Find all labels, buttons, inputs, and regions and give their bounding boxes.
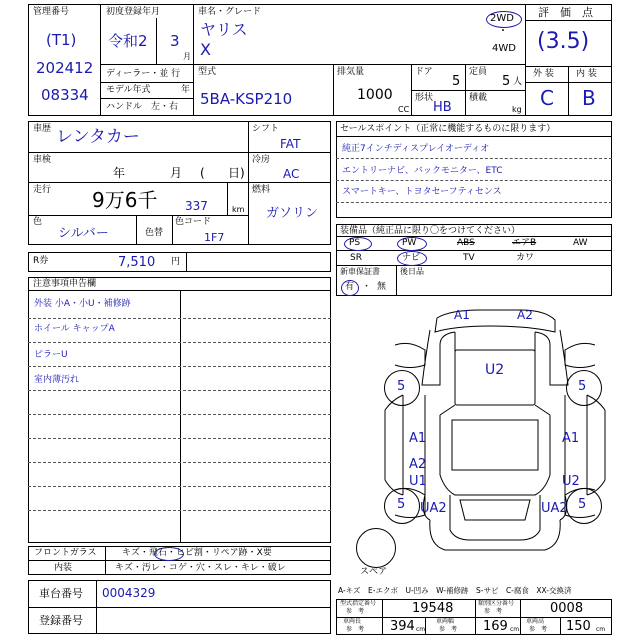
note-row-line (28, 438, 331, 439)
class-label: 類別区分番号 (478, 600, 515, 607)
mileage-small: 337 (185, 199, 208, 213)
divider (336, 136, 612, 137)
note-row-line (28, 318, 331, 319)
height-value: 150 (566, 619, 591, 634)
divider (248, 121, 249, 245)
notes-title: 注意事項申告欄 (33, 279, 97, 289)
shift-label: シフト (252, 124, 280, 134)
divider (28, 152, 331, 153)
wheel-rr-score: 5 (578, 497, 587, 512)
divider (172, 215, 173, 245)
divider (475, 599, 476, 635)
carname-label: 車名・グレード (198, 7, 262, 17)
divider (568, 66, 569, 116)
interior-text: キズ・汚レ・コゲ・穴・スレ・キレ・破レ (115, 563, 286, 573)
divider (520, 599, 521, 635)
len-unit: cm (416, 626, 426, 633)
type-cert-sub: 参 考 (346, 608, 365, 615)
height-label: 車両高 (526, 618, 545, 625)
divider (336, 250, 612, 251)
exterior-label: 外 装 (533, 69, 554, 79)
interior-label: 内 装 (576, 69, 597, 79)
color-label: 色 (33, 217, 43, 227)
divider (105, 546, 106, 575)
divider (382, 599, 383, 635)
chassis-value: 0004329 (102, 586, 156, 600)
km-unit: km (232, 205, 245, 214)
shaken-year: 年 (113, 166, 126, 180)
divider (333, 64, 334, 116)
selling-point-2: エントリーナビ、バックモニター、ETC (342, 166, 503, 176)
capacity-unit: 人 (513, 77, 523, 87)
wheel-fl-score: 5 (397, 379, 406, 394)
door-value: 5 (452, 74, 461, 89)
capacity-label: 定員 (469, 67, 488, 77)
divider (396, 265, 397, 296)
aircon-label: 冷房 (252, 155, 271, 165)
shaken-label: 車検 (33, 155, 52, 165)
width-value: 169 (483, 619, 508, 634)
handle-label: ハンドル 左・右 (106, 102, 179, 112)
grade-value: X (200, 40, 211, 59)
divider (100, 64, 525, 65)
grade-score: (3.5) (537, 29, 590, 54)
len-value: 394 (390, 619, 415, 634)
first-reg-era: 令和2 (108, 32, 148, 50)
equip-airbag: エアB (512, 238, 537, 248)
exterior-score: C (540, 86, 554, 110)
color-change-label: 色替 (145, 228, 164, 238)
shape-label: 形状 (415, 93, 434, 103)
len-label: 車両長 (343, 618, 362, 625)
history-value: レンタカー (56, 127, 140, 147)
interior-score: B (582, 86, 596, 110)
kg-unit: kg (512, 105, 522, 114)
divider (100, 82, 193, 83)
width-unit: cm (510, 626, 520, 633)
note-line-4: 室内薄汚れ (34, 375, 80, 385)
carname-value: ヤリス (200, 20, 248, 39)
equip-ps: PS (349, 238, 361, 248)
damage-a1-front-left: A1 (454, 308, 470, 322)
type-cert-value: 19548 (412, 601, 454, 616)
divider (336, 158, 612, 159)
note-row-line (28, 390, 331, 391)
spare-label: スペア (360, 567, 388, 577)
equip-leather: カワ (516, 253, 535, 263)
mileage-label: 走行 (33, 185, 52, 195)
note-row-line (28, 486, 331, 487)
note-line-3: ピラーU (34, 350, 68, 360)
damage-a1-left: A1 (409, 431, 427, 446)
recycle-label: R券 (33, 256, 49, 266)
type-cert-label: 型式指定番号 (340, 600, 377, 607)
drive-2wd: 2WD (490, 13, 514, 24)
interior-label: 内装 (54, 563, 73, 573)
note-row-line (28, 366, 331, 367)
class-sub: 参 考 (484, 608, 503, 615)
divider (186, 252, 187, 272)
damage-a1-right: A1 (562, 431, 580, 446)
divider (96, 580, 97, 634)
damage-ua2-right: UA2 (541, 501, 568, 516)
divider (525, 20, 612, 21)
divider (336, 617, 612, 618)
color-value: シルバー (58, 226, 109, 241)
type-label: 型式 (198, 67, 217, 77)
width-sub: 参 考 (439, 626, 458, 633)
equip-sr: SR (350, 253, 362, 263)
equip-abs: ABS (457, 238, 475, 248)
mileage-value: 9万6千 (92, 188, 158, 212)
yen-unit: 円 (171, 257, 181, 267)
selling-points-title: セールスポイント（正常に機能するものに限ります） (340, 124, 556, 134)
load-label: 積載 (469, 93, 488, 103)
equip-pw: PW (402, 238, 417, 248)
warranty-label: 新車保証書 (340, 267, 380, 276)
wheel-fr-score: 5 (578, 379, 587, 394)
len-sub: 参 考 (346, 626, 365, 633)
kanri-label: 管理番号 (33, 7, 70, 17)
warranty-yes: 有 (345, 282, 355, 292)
capacity-value: 5 (502, 74, 511, 89)
colorcode-value: 1F7 (204, 231, 225, 244)
shape-value: HB (433, 100, 452, 115)
warranty-sep: ・ (362, 282, 372, 292)
damage-u2-right: U2 (562, 474, 580, 489)
regno-label: 登録番号 (39, 614, 83, 627)
kanri-line-3: 08334 (41, 86, 89, 104)
warranty-no: 無 (377, 282, 387, 292)
divider (100, 98, 193, 99)
selling-point-3: スマートキー、トヨタセーフティセンス (342, 187, 502, 197)
shift-value: FAT (280, 137, 301, 151)
equipment-title: 装備品（純正品に限り〇をつけてください） (340, 226, 521, 236)
selling-point-1: 純正7インチディスプレイオーディオ (342, 144, 490, 154)
equip-aw: AW (573, 238, 588, 248)
width-label: 車両幅 (436, 618, 455, 625)
fuel-label: 燃料 (252, 185, 271, 195)
dealer-label: ディーラー・並 行 (106, 69, 181, 79)
displacement-value: 1000 (357, 87, 393, 103)
first-reg-label: 初度登録年月 (106, 7, 161, 17)
kanri-line-2: 202412 (36, 59, 94, 77)
equip-navi: ナビ (402, 253, 421, 263)
divider (28, 215, 248, 216)
divider (336, 180, 612, 181)
note-row-line (28, 510, 331, 511)
note-row-line (28, 414, 331, 415)
shaken-day: 日) (228, 166, 245, 180)
aircon-value: AC (283, 167, 300, 181)
damage-u1-left: U1 (409, 474, 427, 489)
note-row-line (28, 342, 331, 343)
divider (100, 4, 101, 116)
model-year-label: モデル年式 (106, 85, 151, 95)
damage-a2-front-right: A2 (517, 308, 533, 322)
damage-ua2-left: UA2 (420, 501, 447, 516)
displacement-label: 排気量 (337, 67, 365, 77)
history-label: 車歴 (33, 124, 52, 134)
wheel-rl-score: 5 (397, 497, 406, 512)
divider (336, 265, 612, 266)
divider (28, 560, 331, 561)
model-year-char: 年 (181, 85, 191, 95)
grade-title: 評 価 点 (538, 6, 593, 19)
type-value: 5BA-KSP210 (200, 90, 293, 108)
drive-dot: ・ (498, 26, 508, 37)
shaken-month: 月 (170, 166, 183, 180)
equip-tv: TV (463, 253, 475, 263)
drive-4wd: 4WD (492, 43, 516, 54)
divider (180, 290, 181, 543)
damage-u2-roof: U2 (485, 362, 505, 378)
note-line-1: 外装 小A・小U・補修跡 (34, 299, 131, 309)
cc-unit: CC (398, 105, 410, 114)
note-line-2: ホイール キャップA (34, 324, 115, 334)
note-row-line (28, 462, 331, 463)
chassis-label: 車台番号 (39, 587, 83, 600)
height-sub: 参 考 (529, 626, 548, 633)
class-value: 0008 (550, 601, 584, 616)
height-unit: cm (596, 626, 606, 633)
divider (336, 236, 612, 237)
divider (28, 182, 331, 183)
front-glass-label: フロントガラス (34, 548, 97, 558)
shaken-paren: ( (200, 166, 205, 180)
damage-legend: A-キズ E-エクボ U-凹み W-補修跡 S-サビ C-腐食 XX-交換済 (338, 586, 572, 595)
month-suffix: 月 (183, 52, 191, 61)
kanri-line-1: (T1) (46, 31, 77, 49)
damage-a2-left: A2 (409, 457, 427, 472)
divider (193, 64, 194, 116)
divider (28, 607, 331, 608)
door-label: ドア (415, 67, 433, 77)
first-reg-month: 3 (170, 32, 180, 50)
divider (411, 90, 525, 91)
divider (136, 215, 137, 245)
recycle-value: 7,510 (118, 255, 156, 270)
delivery-label: 後日品 (400, 267, 424, 276)
front-glass-text: キズ・飛石・ヒビ割・リペア跡・X要 (122, 548, 272, 558)
spare-tire (356, 528, 396, 568)
colorcode-label: 色コード (175, 217, 212, 227)
divider (560, 617, 561, 635)
divider (227, 182, 228, 215)
divider (336, 202, 612, 203)
fuel-value: ガソリン (266, 206, 319, 221)
